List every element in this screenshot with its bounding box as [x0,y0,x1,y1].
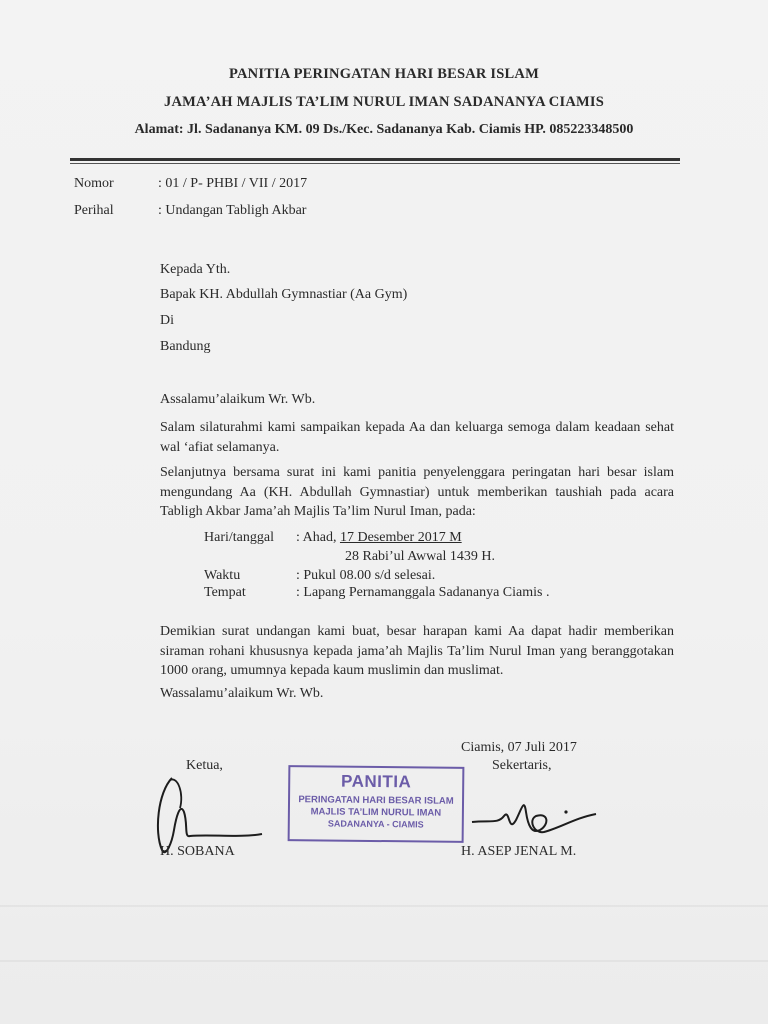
paragraph-3: Demikian surat undangan kami buat, besar harapan kami Aa dapat hadir memberikan siraman rohani khususnya kepada jama’ah Majlis Ta’lim Nurul Iman yang beranggotakan 1000 orang, umumnya kepada kaum muslimin dan muslimat. [160,624,674,678]
header-divider [70,158,680,161]
closing: Wassalamu’alaikum Wr. Wb. [160,686,324,701]
sekertaris-signature [470,790,600,850]
tempat-label: Tempat [204,585,246,600]
perihal-value: : Undangan Tabligh Akbar [158,203,307,218]
recipient-name: Bapak KH. Abdullah Gymnastiar (Aa Gym) [160,287,408,302]
header-divider-thin [70,163,680,164]
letterhead-address: Alamat: Jl. Sadananya KM. 09 Ds./Kec. Sadananya Kab. Ciamis HP. 085223348500 [134,122,634,137]
waktu-label: Waktu [204,568,241,583]
greeting: Assalamu’alaikum Wr. Wb. [160,392,316,407]
paragraph-2: Selanjutnya bersama surat ini kami panitia penyelenggara peringatan hari besar islam mengundang Aa (KH. Abdullah Gymnastiar) untuk memberikan taushiah pada acara Tabligh Akbar Jama’ah Majlis Ta’lim Nurul Iman, pada: [160,465,674,519]
nomor-value: : 01 / P- PHBI / VII / 2017 [158,176,308,191]
hijri-date: 28 Rabi’ul Awwal 1439 H. [345,549,495,564]
nomor-label: Nomor [74,176,114,191]
hari-date: 17 Desember 2017 M [339,530,462,545]
paper-fold [0,960,768,962]
letterhead-title: PANITIA PERINGATAN HARI BESAR ISLAM [229,66,539,82]
perihal-label: Perihal [74,203,114,218]
ketua-name: H. SOBANA [160,844,235,859]
waktu-value: : Pukul 08.00 s/d selesai. [296,568,436,583]
stamp-line-3: SADANANYA - CIAMIS [327,818,424,830]
stamp-line-2: MAJLIS TA’LIM NURUL IMAN [310,806,442,819]
ketua-title: Ketua, [186,758,223,773]
paper-fold [0,905,768,907]
tempat-value: : Lapang Pernamanggala Sadananya Ciamis . [296,585,550,600]
recipient-di: Di [160,313,174,328]
place-date: Ciamis, 07 Juli 2017 [461,740,577,755]
recipient-salutation: Kepada Yth. [160,262,231,277]
paragraph-1: Salam silaturahmi kami sampaikan kepada Aa dan keluarga semoga dalam keadaan sehat wal ‘afiat selamanya. [160,420,674,455]
sekertaris-name: H. ASEP JENAL M. [461,844,577,859]
committee-stamp [288,765,465,843]
sekertaris-title: Sekertaris, [492,758,552,773]
hari-label: Hari/tanggal [204,530,274,545]
hari-value [296,530,462,546]
stamp-line-1: PERINGATAN HARI BESAR ISLAM [298,794,454,807]
recipient-city: Bandung [160,339,211,354]
hari-prefix: : Ahad, [296,530,340,545]
stamp-title: PANITIA [341,771,412,792]
letterhead-subtitle: JAMA’AH MAJLIS TA’LIM NURUL IMAN SADANANYA CIAMIS [164,94,604,110]
